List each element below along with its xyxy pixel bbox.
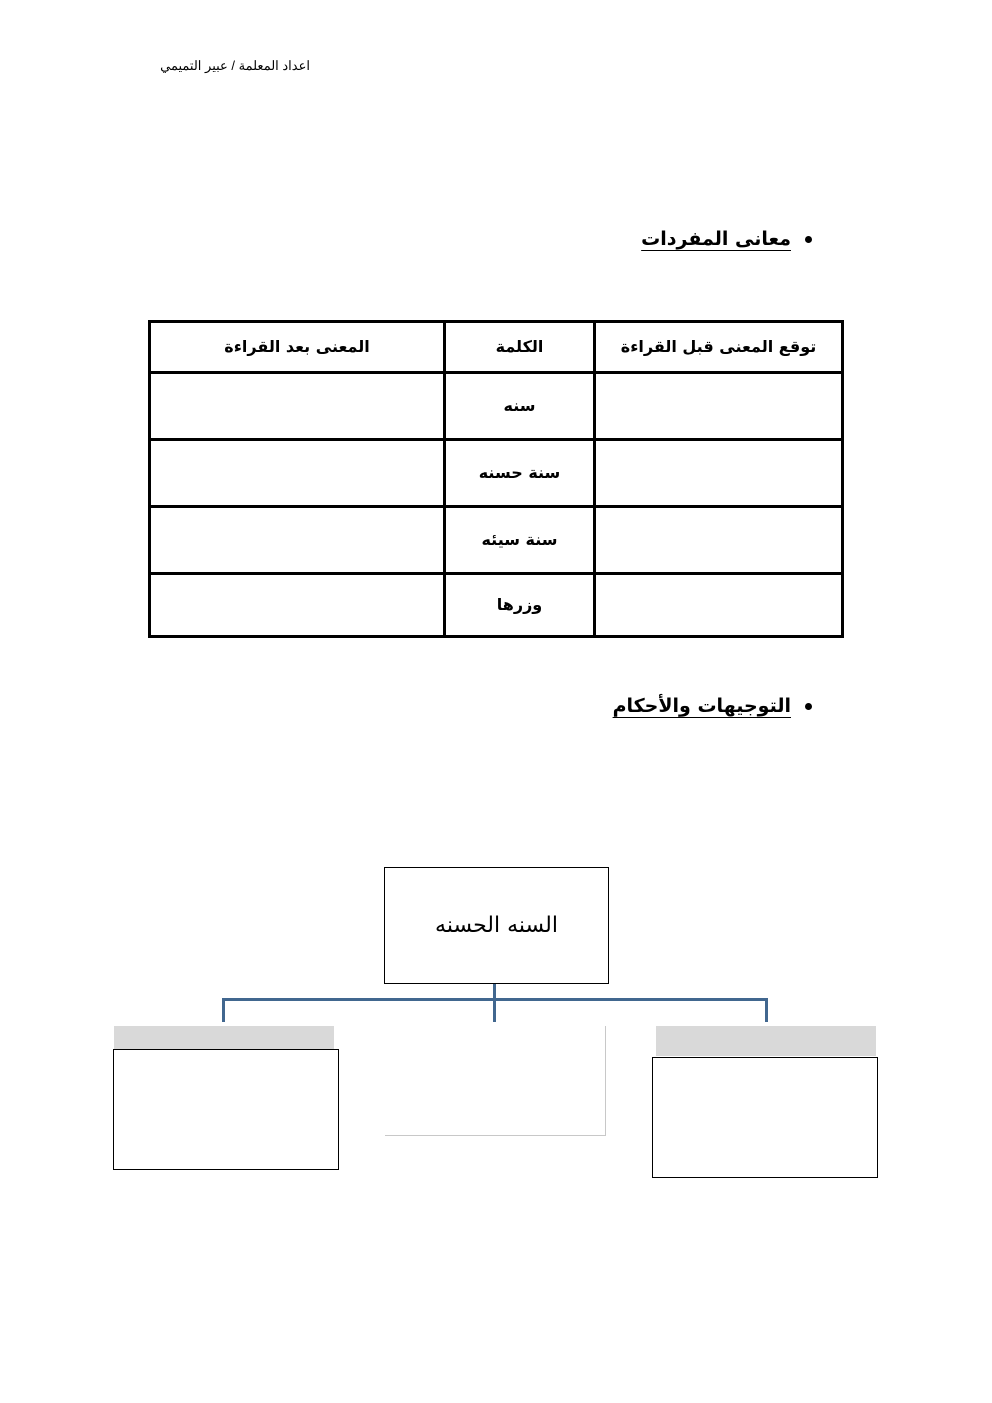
bullet-icon	[805, 703, 812, 710]
column-header-prediction: توقع المعنى قبل القراءة	[595, 322, 843, 373]
connector-center	[493, 998, 496, 1022]
vocabulary-table	[148, 320, 844, 638]
guidance-heading	[613, 695, 812, 717]
prediction-cell[interactable]	[595, 439, 843, 506]
word-cell: سنه	[445, 372, 595, 439]
connector-right	[765, 998, 768, 1022]
right-branch-bar	[656, 1026, 876, 1056]
table-header-row	[150, 322, 843, 373]
meaning-after-cell[interactable]	[150, 372, 445, 439]
concept-map-root	[384, 867, 609, 984]
left-branch-box[interactable]	[113, 1049, 339, 1170]
prediction-cell[interactable]	[595, 573, 843, 636]
table-row	[150, 573, 843, 636]
left-branch-bar	[114, 1026, 334, 1050]
meaning-after-cell[interactable]	[150, 573, 445, 636]
column-header-word: الكلمة	[445, 322, 595, 373]
vocabulary-heading-text: معانى المفردات	[641, 228, 791, 250]
bullet-icon	[805, 236, 812, 243]
guidance-heading-text: التوجيهات والأحكام	[612, 695, 791, 717]
right-branch-box[interactable]	[652, 1057, 878, 1178]
author-credit: اعداد المعلمة / عبير التميمي	[160, 58, 310, 73]
table-row	[150, 506, 843, 573]
prediction-cell[interactable]	[595, 372, 843, 439]
word-cell: وزرها	[445, 573, 595, 636]
meaning-after-cell[interactable]	[150, 506, 445, 573]
table-row	[150, 372, 843, 439]
table-row	[150, 439, 843, 506]
center-branch-box[interactable]	[385, 1026, 606, 1136]
meaning-after-cell[interactable]	[150, 439, 445, 506]
vocabulary-heading	[641, 228, 812, 250]
concept-map-root-label: السنه الحسنه	[435, 913, 558, 938]
word-cell: سنة سيئه	[445, 506, 595, 573]
connector-left	[222, 998, 225, 1022]
column-header-meaning-after: المعنى بعد القراءة	[150, 322, 445, 373]
word-cell: سنة حسنه	[445, 439, 595, 506]
prediction-cell[interactable]	[595, 506, 843, 573]
